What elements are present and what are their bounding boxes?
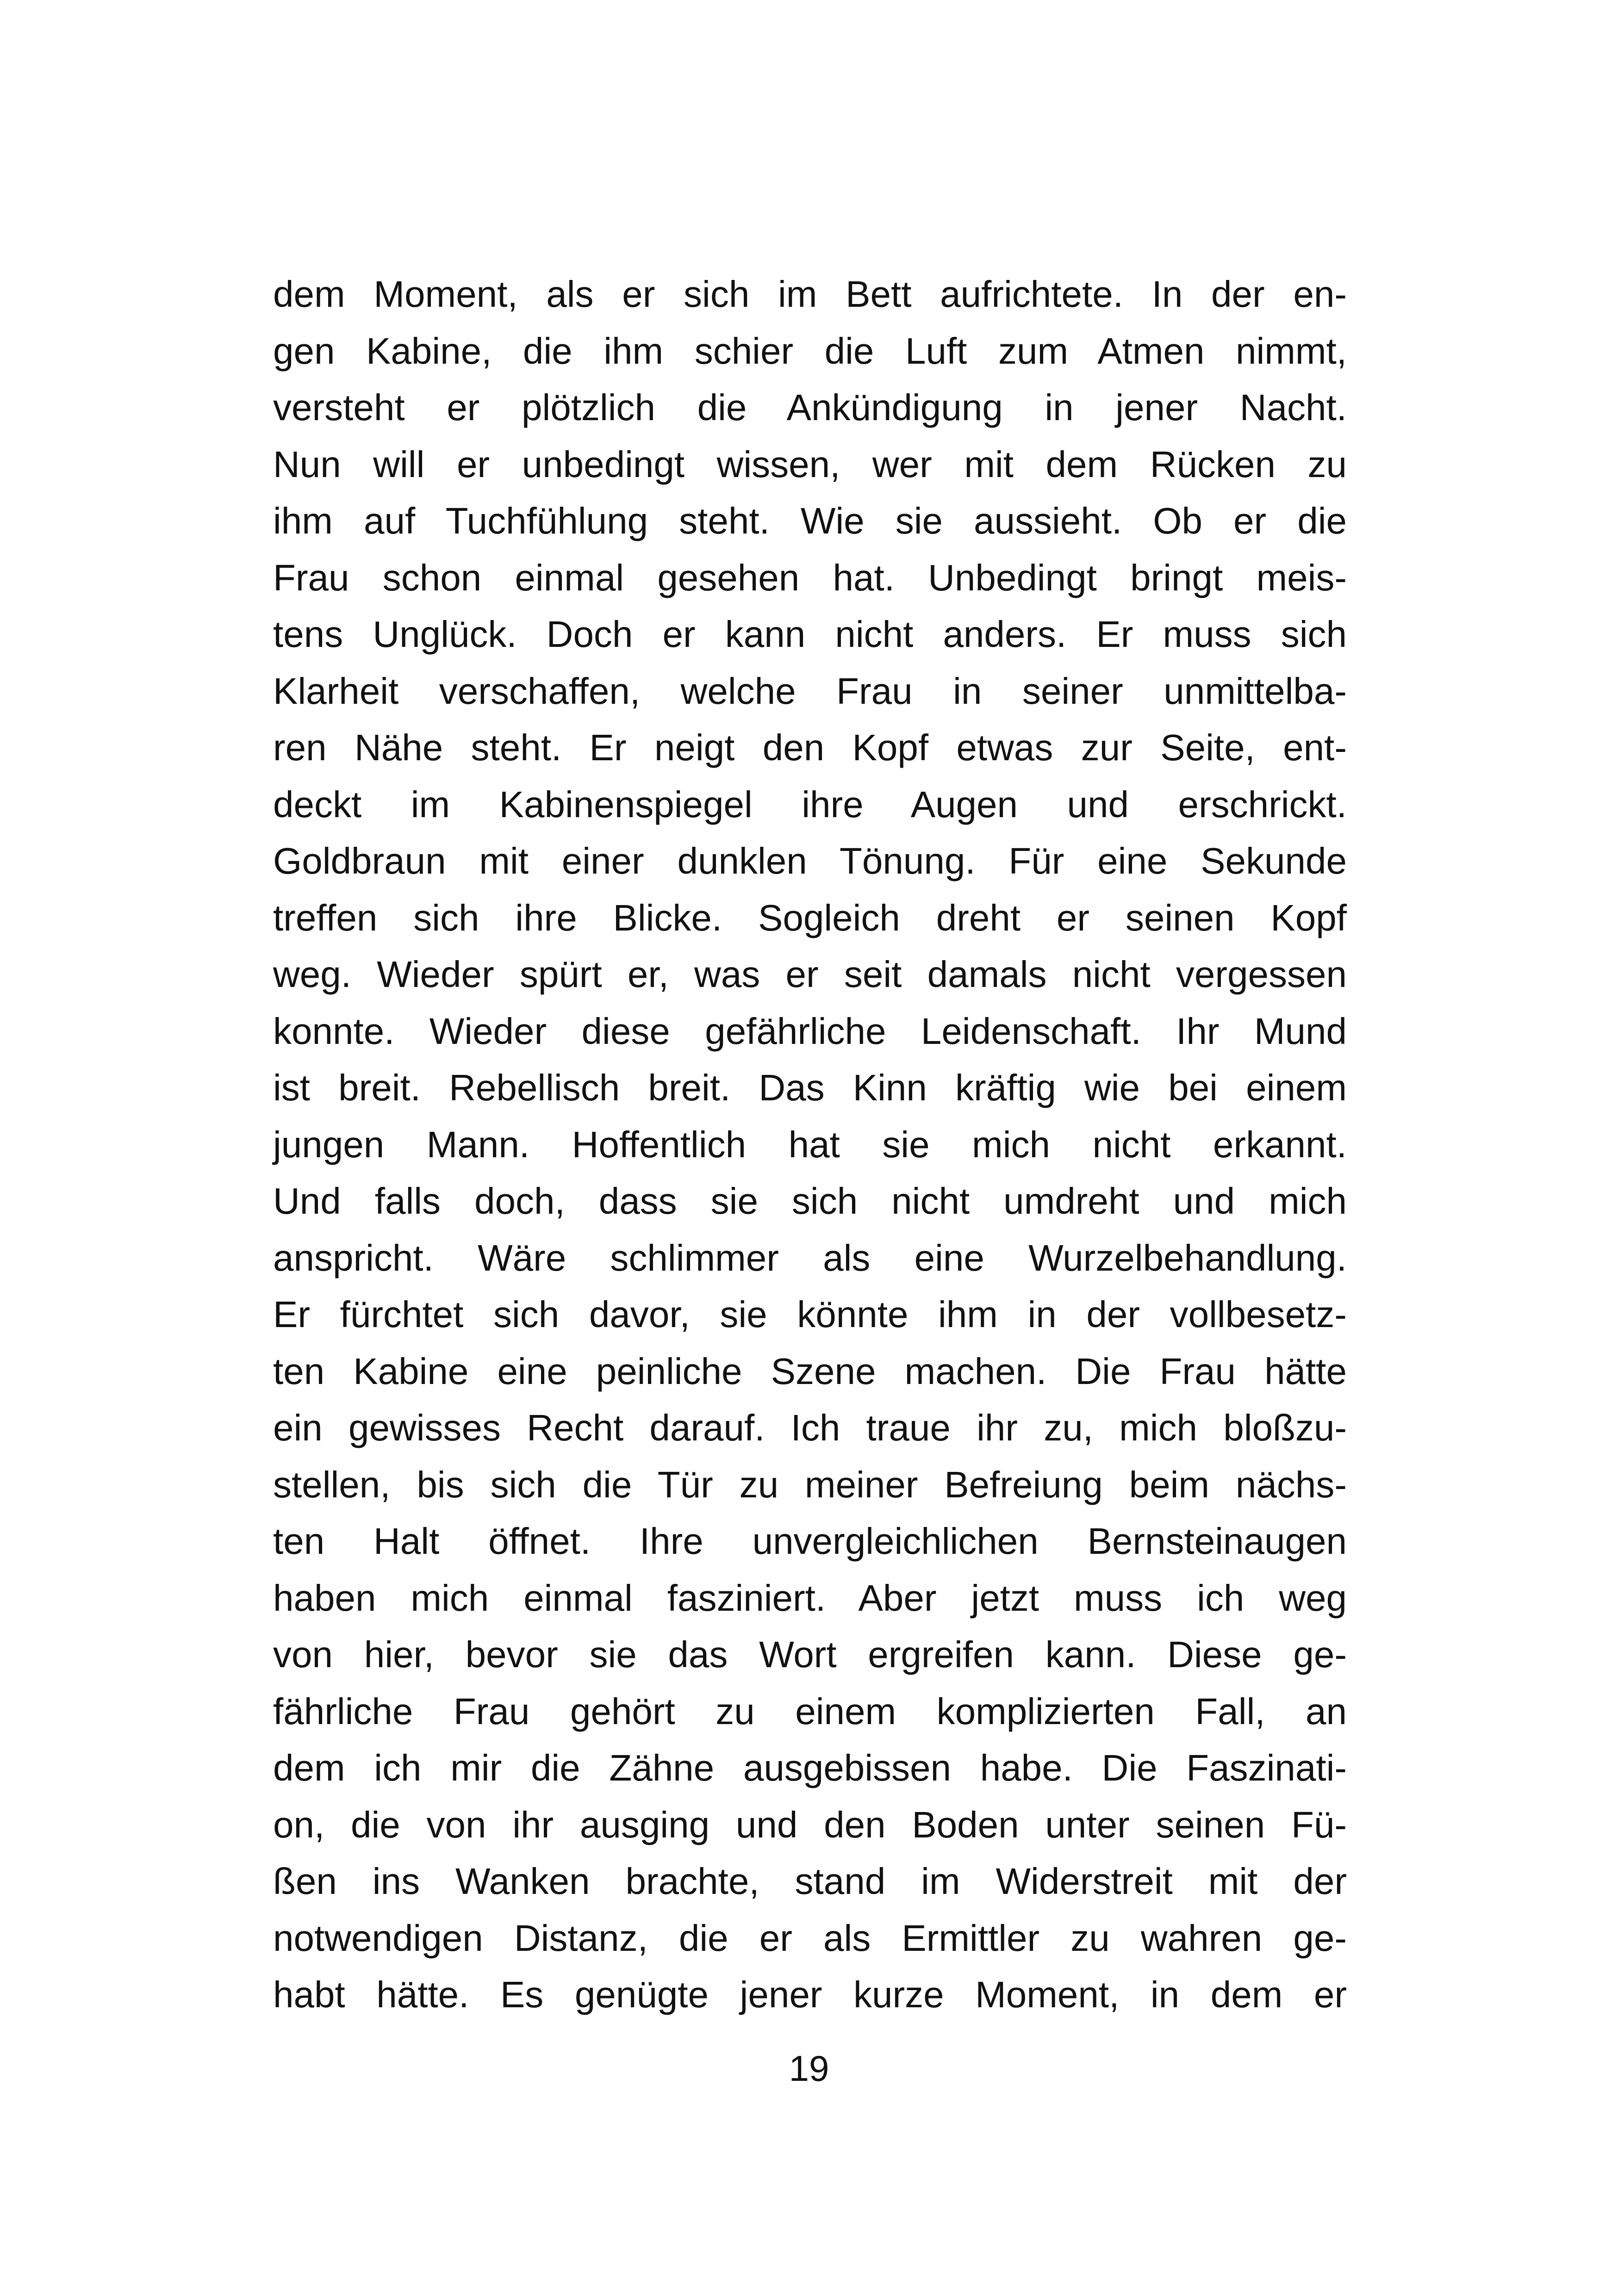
- text-line: ihm auf Tuchfühlung steht. Wie sie aussieht. Ob er die: [273, 500, 1347, 541]
- text-line: dem Moment, als er sich im Bett aufrichtete. In der en-: [273, 273, 1347, 315]
- text-line: fährliche Frau gehört zu einem komplizierten Fall, an: [273, 1690, 1347, 1732]
- text-line: konnte. Wieder diese gefährliche Leidenschaft. Ihr Mund: [273, 1010, 1347, 1052]
- text-line: ten Halt öffnet. Ihre unvergleichlichen Bernsteinaugen: [273, 1520, 1347, 1562]
- text-line: habt hätte. Es genügte jener kurze Moment, in dem er: [273, 1974, 1347, 2015]
- text-line: Frau schon einmal gesehen hat. Unbedingt bringt meis-: [273, 557, 1347, 598]
- text-line: on, die von ihr ausging und den Boden unter seinen Fü-: [273, 1804, 1347, 1845]
- text-line: gen Kabine, die ihm schier die Luft zum Atmen nimmt,: [273, 330, 1347, 372]
- text-line: tens Unglück. Doch er kann nicht anders. Er muss sich: [273, 614, 1347, 655]
- text-line: ein gewisses Recht darauf. Ich traue ihr zu, mich bloßzu-: [273, 1407, 1347, 1448]
- text-line: ßen ins Wanken brachte, stand im Widerstreit mit der: [273, 1861, 1347, 1902]
- body-text: [273, 266, 1347, 2023]
- text-line: Goldbraun mit einer dunklen Tönung. Für eine Sekunde: [273, 840, 1347, 881]
- text-line: von hier, bevor sie das Wort ergreifen kann. Diese ge-: [273, 1634, 1347, 1675]
- text-line: Er fürchtet sich davor, sie könnte ihm in der vollbesetz-: [273, 1294, 1347, 1335]
- text-line: Und falls doch, dass sie sich nicht umdreht und mich: [273, 1180, 1347, 1222]
- text-line: anspricht. Wäre schlimmer als eine Wurzelbehandlung.: [273, 1237, 1347, 1278]
- text-line: Klarheit verschaffen, welche Frau in seiner unmittelba-: [273, 670, 1347, 712]
- text-line: notwendigen Distanz, die er als Ermittler zu wahren ge-: [273, 1917, 1347, 1959]
- text-line: jungen Mann. Hoffentlich hat sie mich nicht erkannt.: [273, 1123, 1347, 1165]
- text-line: treffen sich ihre Blicke. Sogleich dreht er seinen Kopf: [273, 897, 1347, 938]
- text-line: versteht er plötzlich die Ankündigung in jener Nacht.: [273, 387, 1347, 428]
- text-line: stellen, bis sich die Tür zu meiner Befreiung beim nächs-: [273, 1464, 1347, 1505]
- page-number: 19: [789, 2048, 829, 2089]
- text-line: ren Nähe steht. Er neigt den Kopf etwas zur Seite, ent-: [273, 727, 1347, 768]
- text-line: dem ich mir die Zähne ausgebissen habe. Die Faszinati-: [273, 1747, 1347, 1788]
- text-line: haben mich einmal fasziniert. Aber jetzt muss ich weg: [273, 1577, 1347, 1619]
- text-line: ist breit. Rebellisch breit. Das Kinn kräftig wie bei einem: [273, 1067, 1347, 1108]
- text-line: ten Kabine eine peinliche Szene machen. Die Frau hätte: [273, 1350, 1347, 1392]
- text-line: deckt im Kabinenspiegel ihre Augen und erschrickt.: [273, 783, 1347, 825]
- text-line: weg. Wieder spürt er, was er seit damals nicht vergessen: [273, 954, 1347, 995]
- text-line: Nun will er unbedingt wissen, wer mit dem Rücken zu: [273, 443, 1347, 485]
